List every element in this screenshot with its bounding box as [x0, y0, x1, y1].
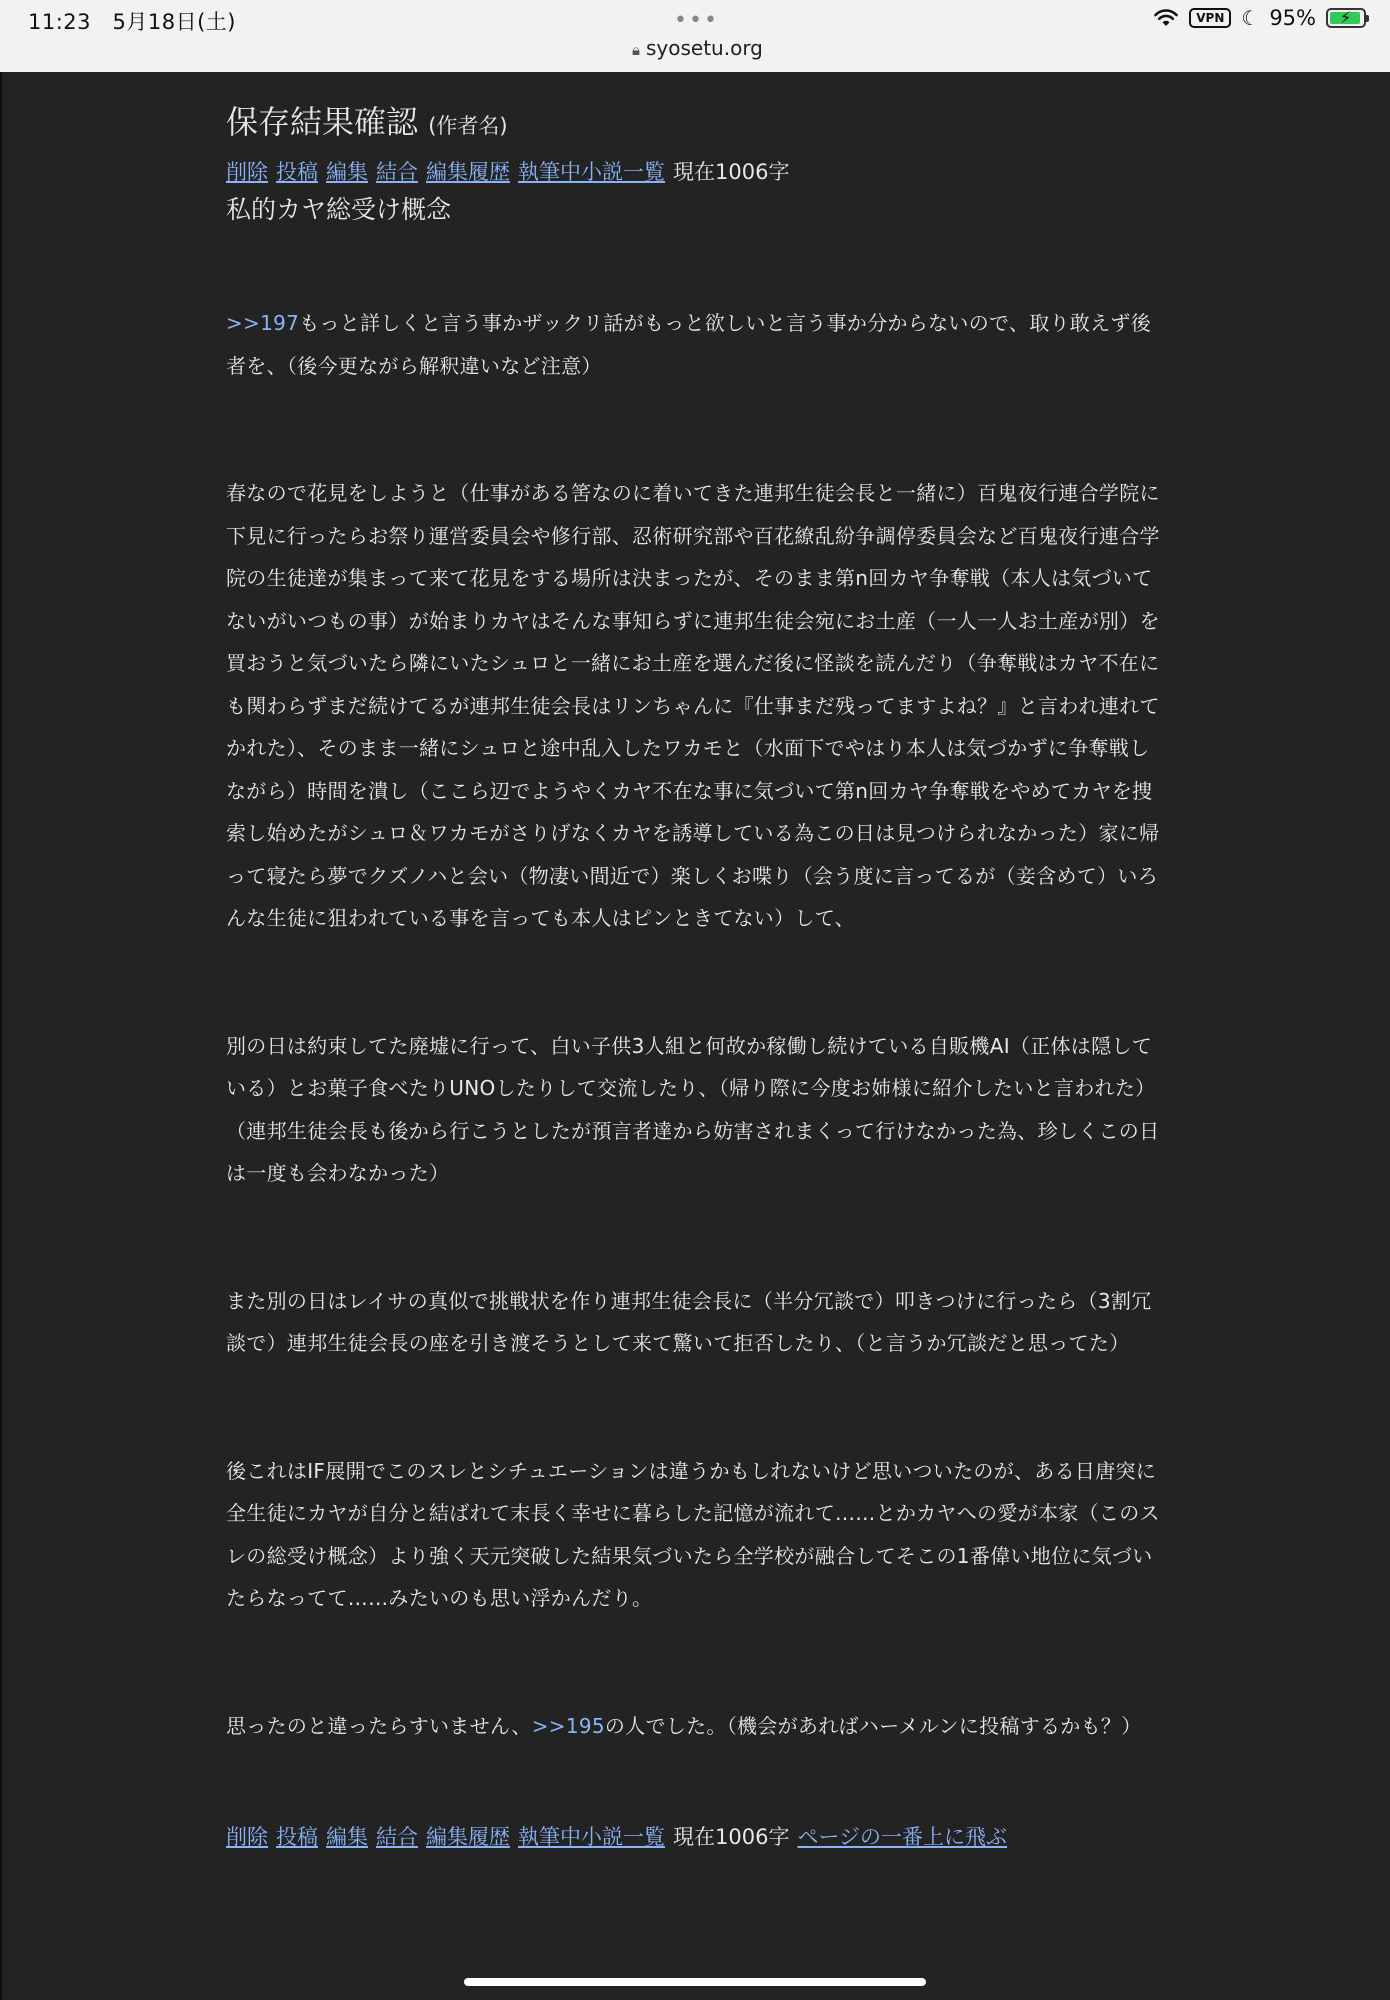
delete-link-bottom[interactable]: 削除 [226, 1825, 268, 1849]
merge-link[interactable]: 結合 [376, 160, 418, 184]
address-bar[interactable] [632, 36, 763, 60]
back-to-top-link[interactable]: ページの一番上に飛ぶ [797, 1825, 1008, 1849]
char-count: 現在1006字 [673, 160, 790, 184]
post-link[interactable]: 投稿 [276, 160, 318, 184]
main-content [226, 100, 1166, 1853]
more-dots-icon[interactable]: ••• [674, 8, 719, 33]
wifi-icon [1153, 8, 1179, 28]
moon-icon: ☾ [1241, 6, 1260, 30]
delete-link[interactable]: 削除 [226, 160, 268, 184]
paragraph-2: 春なので花見をしようと（仕事がある筈なのに着いてきた連邦生徒会長と一緒に）百鬼夜行連合学院に下見に行ったらお祭り運営委員会や修行部、忍術研究部や百花繚乱紛争調停委員会など百鬼夜行連合学院の生徒達が集まって来て花見をする場所は決まったが、そのまま第n回カヤ争奪戦（本人は気づいてないがいつもの事）が始まりカヤはそんな事知らずに連邦生徒会宛にお土産（一人一人お土産が別）を買おうと気づいたら隣にいたシュロと一緒にお土産を選んだ後に怪談を読んだり（争奪戦はカヤ不在にも関わらずまだ続けてるが連邦生徒会長はリンちゃんに『仕事まだ残ってますよね？』と言われ連れてかれた）、そのまま一緒にシュロと途中乱入したワカモと（水面下でやはり本人は気づかずに争奪戦しながら）時間を潰し（ここら辺でようやくカヤ不在な事に気づいて第n回カヤ争奪戦をやめてカヤを捜索し始めたがシュロ＆ワカモがさりげなくカヤを誘導している為この日は見つけられなかった）家に帰って寝たら夢でクズノハと会い（物凄い間近で）楽しくお喋り（会う度に言ってるが（妾含めて）いろんな生徒に狙われている事を言っても本人はピンときてない）して、 [226, 481, 1160, 930]
paragraph-6 [226, 1705, 1166, 1748]
author-name: (作者名) [428, 114, 508, 138]
lock-icon: 🔒︎ [632, 41, 640, 59]
novel-body [226, 302, 1166, 1747]
url-text: syosetu.org [645, 36, 763, 60]
edit-history-link-bottom[interactable]: 編集履歴 [426, 1825, 510, 1849]
drafts-list-link[interactable]: 執筆中小説一覧 [518, 160, 665, 184]
post-link-bottom[interactable]: 投稿 [276, 1825, 318, 1849]
edit-link[interactable]: 編集 [326, 160, 368, 184]
paragraph-6-text-after: の人でした。（機会があればハーメルンに投稿するかも？） [604, 1713, 1142, 1738]
status-bar [0, 0, 1390, 72]
battery-icon: ⚡︎ [1326, 8, 1366, 28]
paragraph-1-text: もっと詳しくと言う事かザックリ話がもっと欲しいと言う事か分からないので、取り敢えず後者を、（後今更ながら解釈違いなど注意） [226, 311, 1152, 378]
reply-anchor-197[interactable]: >>197 [226, 311, 300, 335]
edit-history-link[interactable]: 編集履歴 [426, 160, 510, 184]
merge-link-bottom[interactable]: 結合 [376, 1825, 418, 1849]
paragraph-6-text-before: 思ったのと違ったらすいません、 [226, 1713, 532, 1738]
vpn-badge: VPN [1189, 8, 1231, 28]
status-icons [1153, 6, 1366, 30]
action-links-bottom [226, 1821, 1166, 1853]
battery-percent: 95% [1269, 6, 1316, 30]
paragraph-5: 後これはIF展開でこのスレとシチュエーションは違うかもしれないけど思いついたのが、ある日唐突に全生徒にカヤが自分と結ばれて末長く幸せに暮らした記憶が流れて……とかカヤへの愛が本家（このスレの総受け概念）より強く天元突破した結果気づいたら全学校が融合してそこの1番偉い地位に気づいたらなってて……みたいのも思い浮かんだり。 [226, 1458, 1160, 1610]
status-time-date: 11:23 5月18日(土) [28, 10, 236, 34]
novel-title: 私的カヤ総受け概念 [226, 195, 452, 224]
drafts-list-link-bottom[interactable]: 執筆中小説一覧 [518, 1825, 665, 1849]
action-links-top [226, 156, 1166, 188]
page-title-text: 保存結果確認 [226, 103, 419, 141]
reply-anchor-195[interactable]: >>195 [531, 1713, 605, 1738]
paragraph-4: また別の日はレイサの真似で挑戦状を作り連邦生徒会長に（半分冗談で）叩きつけに行ったら（3割冗談で）連邦生徒会長の座を引き渡そうとして来て驚いて拒否したり、（と言うか冗談だと思ってた） [226, 1288, 1152, 1355]
home-indicator[interactable] [464, 1978, 926, 1986]
paragraph-3: 別の日は約束してた廃墟に行って、白い子供3人組と何故か稼働し続けている自販機AI（正体は隠している）とお菓子食べたりUNOしたりして交流したり、（帰り際に今度お姉様に紹介したいと言われた）（連邦生徒会長も後から行こうとしたが預言者達から妨害されまくって行けなかった為、珍しくこの日は一度も会わなかった） [226, 1033, 1160, 1185]
page-content [0, 72, 1390, 2000]
edit-link-bottom[interactable]: 編集 [326, 1825, 368, 1849]
char-count-bottom: 現在1006字 [673, 1825, 790, 1849]
page-title [226, 100, 1166, 148]
paragraph-1 [226, 302, 1166, 387]
